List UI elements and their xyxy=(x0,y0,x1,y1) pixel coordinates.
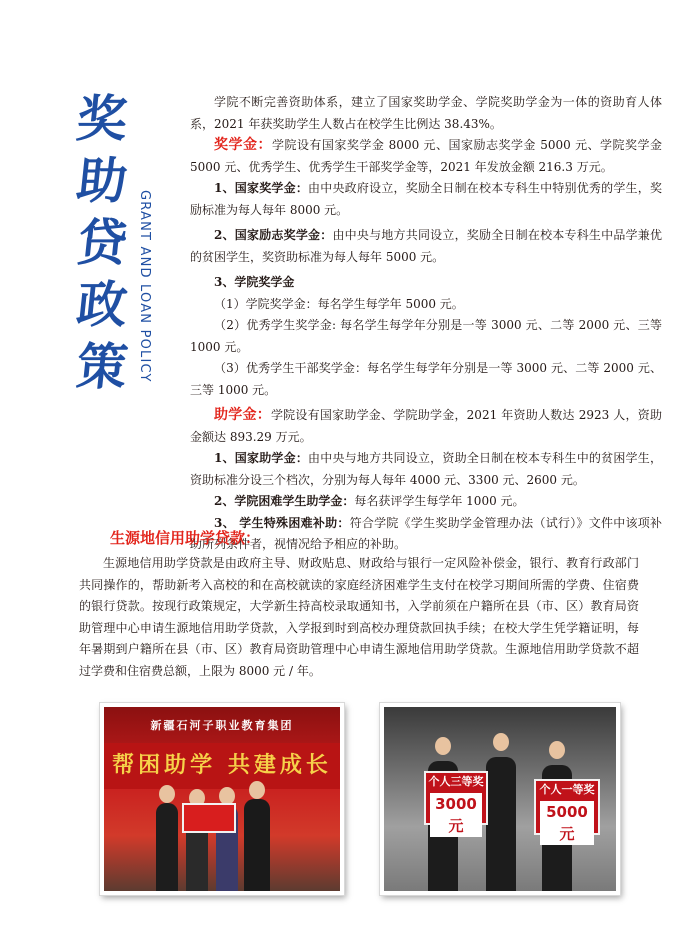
grant-item-title: 3、 学生特殊困难补助： xyxy=(214,515,350,530)
award-sign-title: 个人三等奖 xyxy=(428,775,484,788)
award-sign-amount: 5000元 xyxy=(540,801,594,845)
title-char: 策 xyxy=(73,338,131,396)
scholarship-sub-item: （2）优秀学生奖学金: 每名学生每学年分别是一等 3000 元、二等 2000 元、三等 1000 元。 xyxy=(190,318,662,354)
grant-heading: 助学金： xyxy=(214,407,271,423)
grant-item-title: 1、国家助学金： xyxy=(214,451,309,465)
english-title xyxy=(137,190,170,410)
scholarship-sub-item: （1）学院奖学金：每名学生每学年 5000 元。 xyxy=(214,296,464,311)
photo-top-text: 新疆石河子职业教育集团 xyxy=(150,719,294,732)
person-figure xyxy=(156,803,178,891)
scholarship-item-title: 3、学院奖学金 xyxy=(214,275,295,289)
loan-paragraph: 生源地信用助学贷款是由政府主导、财政贴息、财政给与银行一定风险补偿金，银行、教育行政部门共同操作的，帮助新考入高校的和在高校就读的家庭经济困难学生支付在校学习期间所需的学费、住宿费的银行贷款。按现行政策规定，大学新生持高校录取通知书，入学前须在户籍所在县（市、区）教育局资助管理中心申请生源地信用助学贷款，入学报到时到高校办理贷款回执手续；在校大学生凭学籍证明，每年暑期到户籍所在县（市、区）教育局资助管理中心申请生源地信用助学贷款。生源地信用助学贷款不超过学费和住宿费总额，上限为 8000 元 / 年。 xyxy=(79,556,639,678)
policy-body xyxy=(190,92,662,556)
scholarship-sub-item: （3）优秀学生干部奖学金：每名学生每学年分别是一等 3000 元、二等 2000 元、三等 1000 元。 xyxy=(190,361,662,397)
person-head xyxy=(249,781,265,799)
grant-summary xyxy=(190,405,662,448)
intro-paragraph: 学院不断完善资助体系，建立了国家奖助学金、学院奖助学金为一体的资助育人体系，2021 年获奖助学生人数占在校学生比例达 38.43%。 xyxy=(190,95,662,131)
scholarship-item-text: 由中央政府设立，奖励全日制在校本专科生中特别优秀的学生，奖励标准为每人每年 8000 元。 xyxy=(190,181,662,217)
grant-item xyxy=(190,513,662,556)
award-sign xyxy=(424,771,488,835)
scholarship-item-title: 2、国家励志奖学金： xyxy=(214,228,333,242)
award-photo xyxy=(380,703,620,895)
scholarship-summary-text: 学院设有国家奖学金 8000 元、国家励志奖学金 5000 元、学院奖学金 5000 元、优秀学生、优秀学生干部奖学金等，2021 年发放金额 216.3 万元。 xyxy=(190,138,663,174)
scholarship-heading: 奖学金： xyxy=(214,137,272,153)
award-sign xyxy=(534,779,600,843)
grant-item-title: 2、学院困难学生助学金： xyxy=(214,494,355,508)
award-board xyxy=(182,803,236,833)
scholarship-summary xyxy=(190,135,662,178)
grant-summary-text: 学院设有国家助学金、学院助学金，2021 年资助人数达 2923 人，资助金额达 893.29 万元。 xyxy=(190,408,662,444)
person-head xyxy=(159,785,175,803)
ceremony-photo xyxy=(100,703,344,895)
title-char: 政 xyxy=(73,276,131,334)
scholarship-item-title: 1、国家奖学金： xyxy=(214,181,309,195)
person-head xyxy=(549,741,565,759)
scholarship-item xyxy=(190,225,662,268)
grant-item xyxy=(190,491,662,513)
loan-heading: 生源地信用助学贷款： xyxy=(110,529,261,547)
grant-item-text: 符合学院《学生奖助学金管理办法（试行）》文件中该项补助所列条件者，视情况给予相应的补助。 xyxy=(190,515,662,551)
scholarship-item xyxy=(190,178,662,221)
person-figure xyxy=(244,799,270,891)
photo-banner-text: 帮困助学 共建成长 xyxy=(104,743,340,789)
page-title xyxy=(62,88,142,398)
title-char: 助 xyxy=(73,152,131,210)
award-sign-title: 个人一等奖 xyxy=(539,783,595,796)
title-char: 奖 xyxy=(73,90,131,148)
award-sign-amount: 3000元 xyxy=(430,793,482,837)
person-figure xyxy=(486,757,516,891)
grant-item-text: 每名获评学生每学年 1000 元。 xyxy=(354,494,525,508)
title-char: 贷 xyxy=(73,214,131,272)
grant-item-text: 由中央与地方共同设立，资助全日制在校本专科生中的贫困学生，资助标准分设三个档次，分别为每人每年 4000 元、3300 元、2600 元。 xyxy=(190,451,662,487)
person-head xyxy=(493,733,509,751)
scholarship-item-text: 由中央与地方共同设立，奖励全日制在校本专科生中品学兼优的贫困学生，奖资助标准为每人每年 5000 元。 xyxy=(190,228,662,264)
grant-item xyxy=(190,448,662,491)
english-title-text: GRANT AND LOAN POLICY xyxy=(137,190,152,383)
person-head xyxy=(435,737,451,755)
